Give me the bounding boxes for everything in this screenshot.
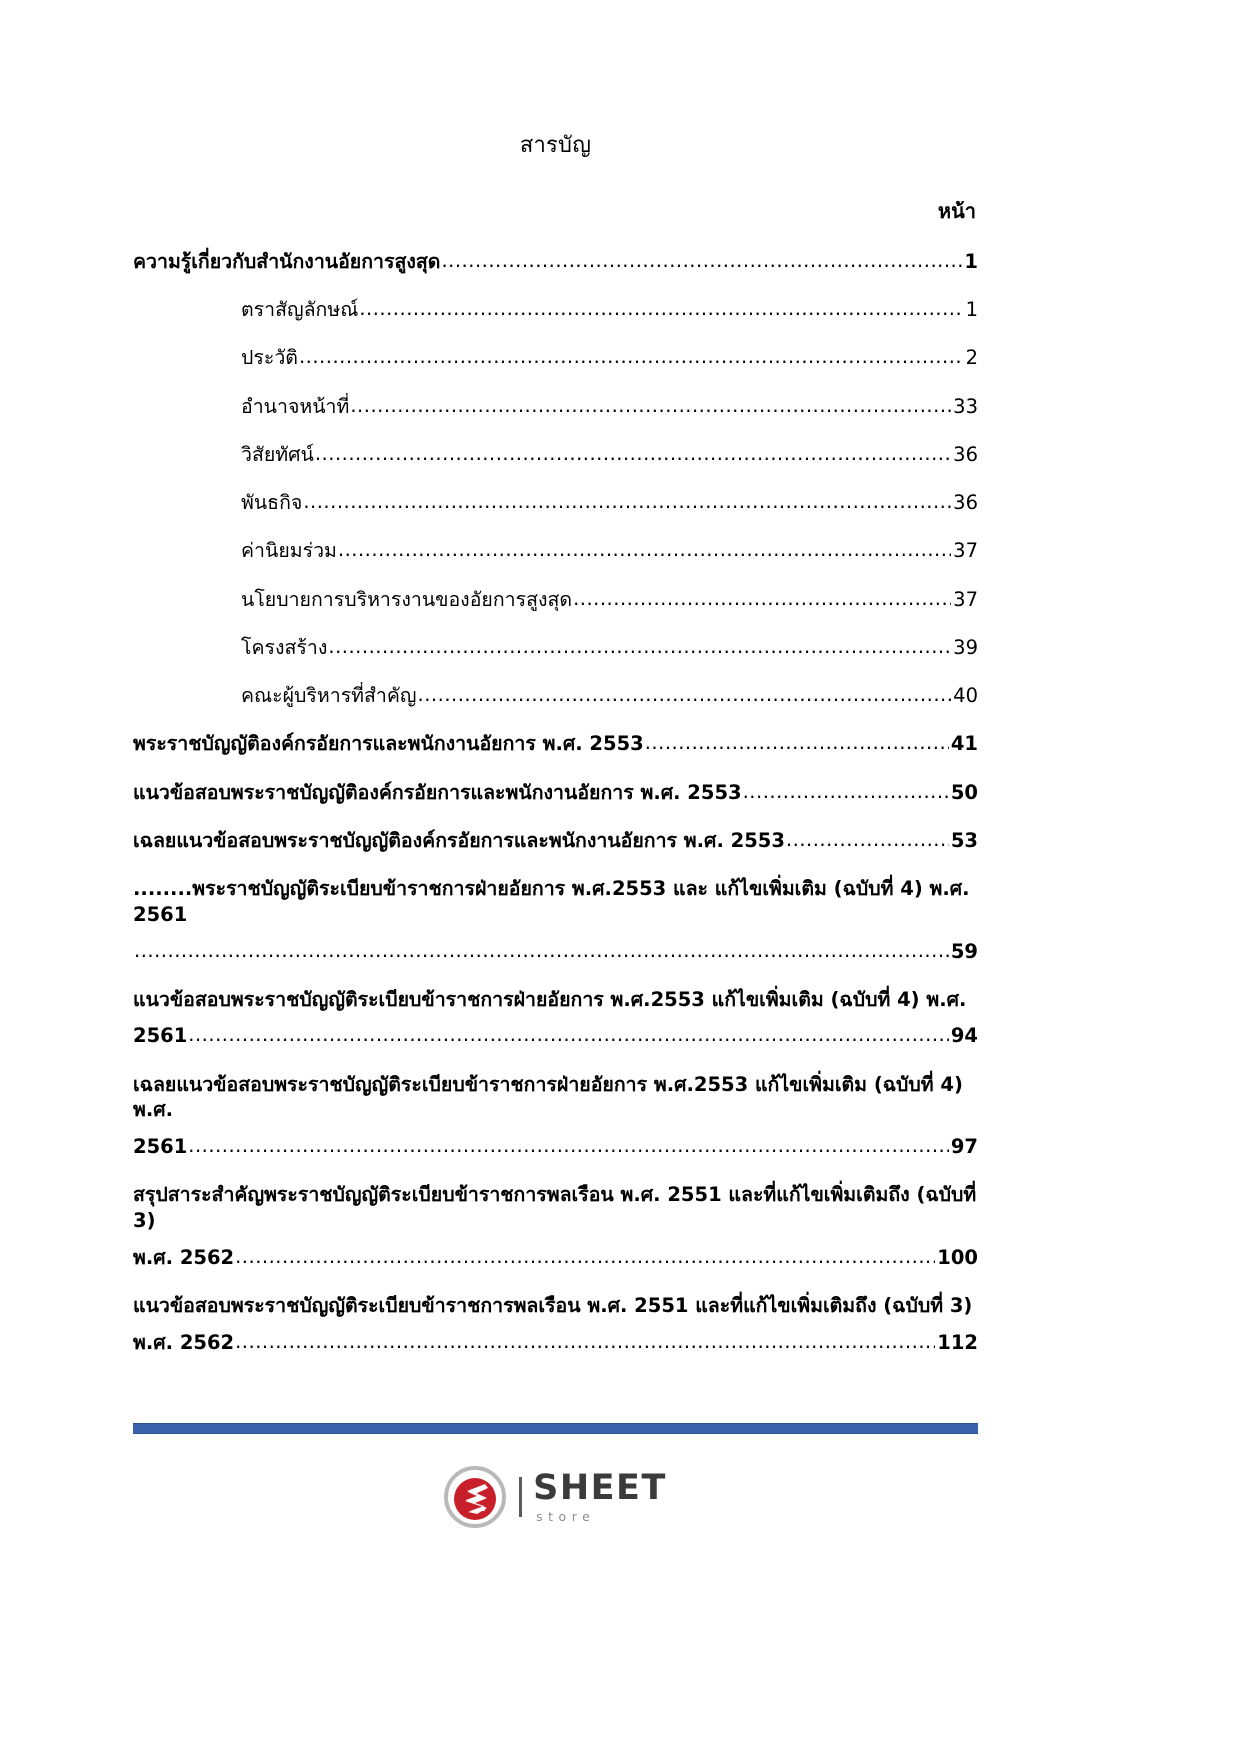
sheet-store-logo-icon	[444, 1466, 506, 1528]
toc-entry-page-number: 41	[950, 732, 978, 756]
table-of-contents	[133, 249, 978, 1356]
toc-leader-dots	[235, 1329, 935, 1355]
toc-entry[interactable]	[133, 297, 978, 323]
toc-entry-page-number: 39	[953, 635, 978, 659]
toc-entry-row	[133, 828, 978, 854]
toc-entry[interactable]	[133, 1182, 978, 1270]
toc-entry[interactable]	[133, 683, 978, 709]
toc-entry-label: แนวข้อสอบพระราชบัญญัติองค์กรอัยการและพนักงานอัยการ พ.ศ. 2553	[133, 780, 742, 804]
toc-entry-page-number: 112	[937, 1330, 978, 1354]
toc-entry[interactable]	[133, 876, 978, 964]
sheet-store-logo	[133, 1466, 978, 1528]
toc-leader-dots	[350, 393, 951, 419]
toc-entry-continuation	[133, 1023, 978, 1049]
toc-entry-continuation	[133, 1245, 978, 1271]
toc-entry-label: แนวข้อสอบพระราชบัญญัติระเบียบข้าราชการพลเรือน พ.ศ. 2551 และที่แก้ไขเพิ่มเติมถึง (ฉบับที่ 3)	[133, 1294, 973, 1318]
toc-entry-page-number: 33	[953, 394, 978, 418]
toc-leader-dots	[573, 586, 951, 612]
toc-entry[interactable]	[133, 538, 978, 564]
toc-entry-label: นโยบายการบริหารงานของอัยการสูงสุด	[241, 587, 573, 611]
toc-entry-row	[241, 442, 978, 468]
toc-entry[interactable]	[133, 587, 978, 613]
toc-entry-page-number: 94	[950, 1024, 978, 1048]
toc-entry-page-number: 40	[953, 684, 978, 708]
toc-leader-dots	[338, 537, 951, 563]
toc-entry-label-tail: 2561	[133, 1135, 188, 1159]
toc-entry[interactable]	[133, 828, 978, 854]
logo-secondary-text: store	[536, 1508, 596, 1524]
toc-entry-label: ค่านิยมร่วม	[241, 539, 337, 563]
toc-entry-row	[241, 635, 978, 661]
toc-entry-page-number: 50	[950, 780, 978, 804]
toc-entry-row	[133, 780, 978, 806]
toc-entry-label: โครงสร้าง	[241, 635, 328, 659]
toc-leader-dots	[359, 296, 963, 322]
toc-entry-label: ประวัติ	[241, 346, 298, 370]
toc-entry[interactable]	[133, 987, 978, 1049]
toc-leader-dots	[645, 730, 949, 756]
toc-entry-row	[241, 490, 978, 516]
toc-entry-page-number: 2	[965, 346, 978, 370]
toc-entry[interactable]	[133, 635, 978, 661]
toc-leader-dots	[315, 441, 951, 467]
toc-entry[interactable]	[133, 345, 978, 371]
toc-leader-dots	[299, 344, 964, 370]
toc-entry-row	[133, 731, 978, 757]
toc-entry-label: พระราชบัญญัติองค์กรอัยการและพนักงานอัยการ พ.ศ. 2553	[133, 732, 644, 756]
toc-leader-dots	[328, 634, 951, 660]
logo-divider	[519, 1477, 522, 1517]
toc-entry-continuation	[133, 1134, 978, 1160]
toc-entry[interactable]	[133, 394, 978, 420]
toc-leader-dots	[303, 489, 951, 515]
toc-entry-label-tail: 2561	[133, 1024, 188, 1048]
toc-entry-label: เฉลยแนวข้อสอบพระราชบัญญัติระเบียบข้าราชการฝ่ายอัยการ พ.ศ.2553 แก้ไขเพิ่มเติม (ฉบับที่ 4) พ.ศ.	[133, 1072, 963, 1122]
toc-entry-page-number: 59	[950, 939, 978, 963]
toc-entry-label: พันธกิจ	[241, 491, 303, 515]
toc-entry-continuation	[133, 939, 978, 965]
page-title: สารบัญ	[519, 133, 592, 158]
logo-primary-text: SHEET	[533, 1467, 667, 1508]
toc-entry-label: ........พระราชบัญญัติระเบียบข้าราชการฝ่ายอัยการ พ.ศ.2553 และ แก้ไขเพิ่มเติม (ฉบับที่ 4) พ.ศ. 2561	[133, 877, 970, 926]
toc-entry-label: วิสัยทัศน์	[241, 442, 314, 466]
toc-entry-page-number: 1	[965, 298, 978, 322]
toc-entry-label: สรุปสาระสำคัญพระราชบัญญัติระเบียบข้าราชการพลเรือน พ.ศ. 2551 และที่แก้ไขเพิ่มเติมถึง (ฉบับที่ 3)	[133, 1183, 977, 1233]
toc-entry-continuation	[133, 1330, 978, 1356]
toc-entry[interactable]	[133, 731, 978, 757]
toc-entry-row	[241, 297, 978, 323]
toc-entry-page-number: 1	[964, 250, 978, 273]
toc-leader-dots	[188, 1133, 949, 1159]
toc-entry-label: แนวข้อสอบพระราชบัญญัติระเบียบข้าราชการฝ่ายอัยการ พ.ศ.2553 แก้ไขเพิ่มเติม (ฉบับที่ 4) พ.ศ.	[133, 987, 967, 1011]
toc-entry-label-tail: พ.ศ. 2562	[133, 1330, 235, 1354]
toc-leader-dots	[786, 827, 949, 853]
toc-entry-page-number: 37	[953, 539, 978, 563]
toc-entry-page-number: 36	[953, 442, 978, 466]
toc-entry-page-number: 97	[950, 1135, 978, 1159]
toc-entry-row	[241, 683, 978, 709]
toc-entry[interactable]	[133, 1293, 978, 1355]
toc-leader-dots	[235, 1244, 935, 1270]
toc-entry[interactable]	[133, 249, 978, 275]
toc-entry[interactable]	[133, 1072, 978, 1160]
toc-entry-page-number: 100	[937, 1245, 978, 1269]
toc-entry[interactable]	[133, 442, 978, 468]
footer-divider	[133, 1423, 978, 1434]
logo-wordmark	[533, 1467, 667, 1524]
toc-entry-row	[241, 345, 978, 371]
toc-entry-row	[241, 587, 978, 613]
toc-entry-label: ตราสัญลักษณ์	[241, 298, 359, 322]
toc-entry[interactable]	[133, 490, 978, 516]
page-footer	[133, 1423, 978, 1528]
toc-leader-dots	[188, 1022, 949, 1048]
toc-leader-dots	[743, 779, 949, 805]
toc-leader-dots	[441, 248, 962, 274]
toc-entry-row	[241, 394, 978, 420]
toc-entry-row	[133, 249, 978, 275]
toc-entry-page-number: 37	[953, 587, 978, 611]
toc-entry-label: เฉลยแนวข้อสอบพระราชบัญญัติองค์กรอัยการและพนักงานอัยการ พ.ศ. 2553	[133, 828, 785, 852]
page-number-column-header: หน้า	[937, 199, 976, 223]
page-content	[133, 0, 978, 1378]
toc-entry-row	[241, 538, 978, 564]
toc-entry-page-number: 53	[950, 828, 978, 852]
toc-leader-dots	[134, 938, 949, 964]
toc-leader-dots	[418, 682, 952, 708]
toc-entry-label: อำนาจหน้าที่	[241, 394, 350, 418]
toc-entry-label-tail: พ.ศ. 2562	[133, 1245, 235, 1269]
toc-entry[interactable]	[133, 780, 978, 806]
toc-entry-page-number: 36	[953, 491, 978, 515]
toc-entry-label: คณะผู้บริหารที่สำคัญ	[241, 684, 417, 708]
toc-entry-label: ความรู้เกี่ยวกับสำนักงานอัยการสูงสุด	[133, 250, 441, 273]
